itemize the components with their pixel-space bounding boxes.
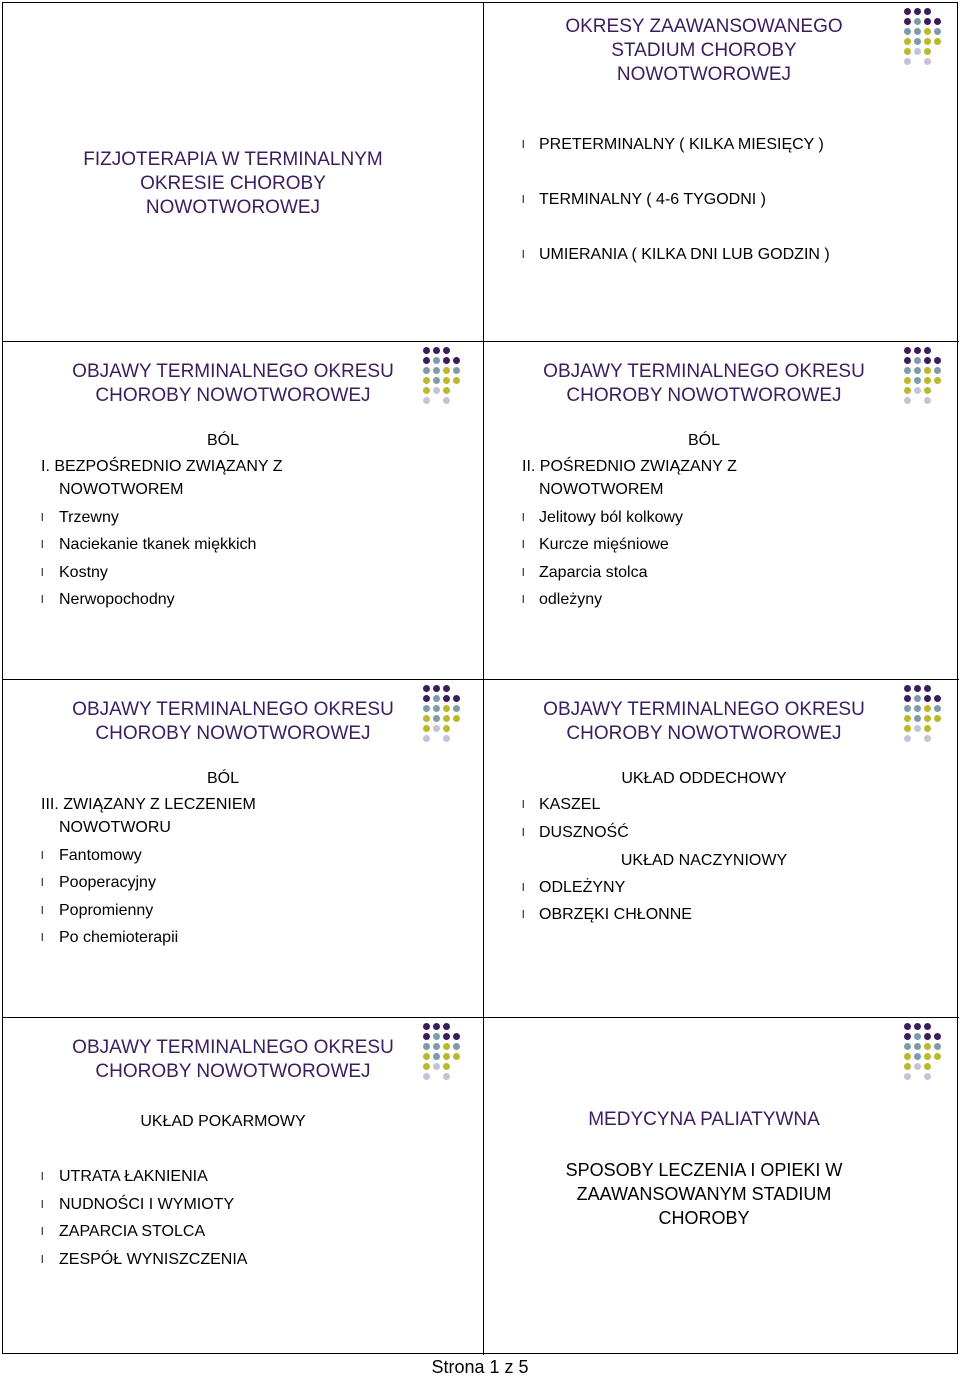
dot-icon [924, 8, 931, 15]
bullet-icon: l [522, 882, 525, 894]
dot-icon [914, 1063, 921, 1070]
slide-uklad-oddechowy [484, 680, 960, 1018]
dot-icon [433, 377, 440, 384]
dot-icon [433, 685, 440, 692]
slide-heading: BÓL [687, 432, 720, 449]
bullet-icon: l [41, 1171, 44, 1183]
list-item: Po chemioterapii [59, 929, 179, 946]
dot-icon [443, 1073, 450, 1080]
dot-icon [443, 685, 450, 692]
dot-icon [423, 725, 430, 732]
dot-icon [934, 1043, 941, 1050]
bullet-icon: l [41, 567, 44, 579]
dot-icon [924, 725, 931, 732]
dot-icon [924, 28, 931, 35]
bullet-icon: l [522, 909, 525, 921]
slide-bol-bezposredni [3, 342, 481, 680]
dot-icon [904, 1023, 911, 1030]
list-item: PRETERMINALNY ( KILKA MIESIĘCY ) [539, 136, 824, 153]
dot-icon [924, 705, 931, 712]
slide-heading: BÓL [206, 770, 239, 787]
list-item: Jelitowy ból kolkowy [539, 509, 684, 526]
slide-okresy [484, 3, 960, 341]
decorative-dots-icon [423, 685, 467, 745]
bullet-icon: l [522, 194, 525, 206]
list-item: Pooperacyjny [59, 874, 156, 891]
subheading-line: III. ZWIĄZANY Z LECZENIEM [41, 796, 256, 813]
bullet-icon: l [41, 932, 44, 944]
bullet-icon: l [522, 139, 525, 151]
dot-icon [443, 367, 450, 374]
dot-icon [423, 1053, 430, 1060]
dot-icon [914, 28, 921, 35]
dot-icon [914, 357, 921, 364]
title-line: NOWOTWOROWEJ [145, 197, 321, 218]
dot-icon [914, 367, 921, 374]
decorative-dots-icon [904, 8, 948, 68]
dot-icon [443, 715, 450, 722]
slide-heading: UKŁAD NACZYNIOWY [620, 852, 788, 869]
slide-title [33, 148, 433, 220]
dot-icon [423, 705, 430, 712]
slide-title [33, 1036, 433, 1084]
dot-icon [924, 58, 931, 65]
dot-icon [924, 715, 931, 722]
dot-icon [914, 1053, 921, 1060]
dot-icon [904, 1063, 911, 1070]
dot-icon [433, 357, 440, 364]
dot-icon [904, 695, 911, 702]
slide-grid [2, 2, 958, 1354]
dot-icon [924, 377, 931, 384]
dot-icon [433, 1033, 440, 1040]
dot-icon [433, 367, 440, 374]
dot-icon [423, 1073, 430, 1080]
list-item: Trzewny [59, 509, 119, 526]
bullet-icon: l [41, 850, 44, 862]
dot-icon [924, 347, 931, 354]
title-line: CHOROBY NOWOTWOROWEJ [95, 1061, 371, 1082]
dot-icon [924, 38, 931, 45]
bullet-icon: l [522, 567, 525, 579]
dot-icon [443, 735, 450, 742]
dot-icon [904, 735, 911, 742]
bullet-icon: l [41, 594, 44, 606]
decorative-dots-icon [423, 347, 467, 407]
dot-icon [934, 28, 941, 35]
decorative-dots-icon [423, 1023, 467, 1083]
dot-icon [453, 377, 460, 384]
list-item: UTRATA ŁAKNIENIA [59, 1168, 208, 1185]
dot-icon [433, 1023, 440, 1030]
slide-medycyna-paliatywna [484, 1018, 960, 1356]
dot-icon [934, 18, 941, 25]
dot-icon [904, 1043, 911, 1050]
list-item: Kostny [59, 564, 108, 581]
dot-icon [904, 18, 911, 25]
title-line: CHOROBY NOWOTWOROWEJ [566, 723, 842, 744]
slide-title [504, 698, 904, 746]
title-line: STADIUM CHOROBY [611, 40, 797, 61]
title-line: CHOROBY NOWOTWOROWEJ [566, 385, 842, 406]
dot-icon [453, 1053, 460, 1060]
title-line: OKRESIE CHOROBY [140, 173, 326, 194]
dot-icon [423, 377, 430, 384]
dot-icon [443, 1023, 450, 1030]
dot-icon [914, 1023, 921, 1030]
slide-heading: UKŁAD POKARMOWY [140, 1113, 306, 1130]
dot-icon [423, 367, 430, 374]
body-line: CHOROBY [658, 1208, 750, 1228]
list-item: UMIERANIA ( KILKA DNI LUB GODZIN ) [539, 246, 830, 263]
dot-icon [904, 685, 911, 692]
title-line: OBJAWY TERMINALNEGO OKRESU [72, 699, 394, 720]
dot-icon [934, 357, 941, 364]
list-item: TERMINALNY ( 4-6 TYGODNI ) [539, 191, 766, 208]
slide-fizjoterapia [3, 3, 481, 341]
subheading-line: NOWOTWORU [59, 819, 171, 836]
dot-icon [924, 397, 931, 404]
slide-heading: UKŁAD ODDECHOWY [621, 770, 787, 787]
dot-icon [423, 695, 430, 702]
dot-icon [423, 357, 430, 364]
bullet-icon: l [41, 877, 44, 889]
dot-icon [934, 695, 941, 702]
title-line: NOWOTWOROWEJ [616, 64, 792, 85]
dot-icon [433, 1053, 440, 1060]
dot-icon [914, 377, 921, 384]
dot-icon [914, 685, 921, 692]
dot-icon [423, 397, 430, 404]
body-line: SPOSOBY LECZENIA I OPIEKI W [565, 1160, 843, 1180]
dot-icon [934, 1053, 941, 1060]
dot-icon [914, 1033, 921, 1040]
dot-icon [924, 367, 931, 374]
dot-icon [904, 377, 911, 384]
bullet-icon: l [41, 905, 44, 917]
dot-icon [934, 1033, 941, 1040]
list-item: DUSZNOŚĆ [539, 824, 629, 841]
dot-icon [914, 8, 921, 15]
dot-icon [433, 705, 440, 712]
dot-icon [924, 735, 931, 742]
slide-body [484, 1158, 924, 1230]
dot-icon [423, 715, 430, 722]
dot-icon [904, 8, 911, 15]
bullet-icon: l [41, 1199, 44, 1211]
dot-icon [914, 715, 921, 722]
list-item: Naciekanie tkanek miękkich [59, 536, 257, 553]
dot-icon [924, 685, 931, 692]
dot-icon [904, 1073, 911, 1080]
bullet-icon: l [41, 1226, 44, 1238]
dot-icon [443, 695, 450, 702]
slide-title: MEDYCYNA PALIATYWNA [588, 1109, 820, 1130]
slide-title [33, 360, 433, 408]
dot-icon [423, 685, 430, 692]
dot-icon [453, 367, 460, 374]
dot-icon [443, 397, 450, 404]
title-line: OBJAWY TERMINALNEGO OKRESU [543, 361, 865, 382]
dot-icon [904, 725, 911, 732]
dot-icon [423, 387, 430, 394]
slide-bol-leczenie [3, 680, 481, 1018]
dot-icon [433, 695, 440, 702]
dot-icon [433, 347, 440, 354]
list-item: Zaparcia stolca [539, 564, 648, 581]
subheading-line: I. BEZPOŚREDNIO ZWIĄZANY Z [41, 458, 283, 475]
dot-icon [423, 1023, 430, 1030]
decorative-dots-icon [904, 685, 948, 745]
slide-heading: BÓL [206, 432, 239, 449]
subheading-line: II. POŚREDNIO ZWIĄZANY Z [522, 458, 737, 475]
dot-icon [934, 705, 941, 712]
dot-icon [914, 705, 921, 712]
dot-icon [423, 347, 430, 354]
slide-title [504, 15, 904, 87]
dot-icon [423, 735, 430, 742]
title-line: OBJAWY TERMINALNEGO OKRESU [72, 1037, 394, 1058]
dot-icon [904, 58, 911, 65]
dot-icon [904, 1053, 911, 1060]
slide-title [504, 360, 904, 408]
dot-icon [934, 377, 941, 384]
slide-bol-posredni [484, 342, 960, 680]
bullet-icon: l [41, 539, 44, 551]
dot-icon [443, 705, 450, 712]
title-line: CHOROBY NOWOTWOROWEJ [95, 723, 371, 744]
dot-icon [443, 725, 450, 732]
dot-icon [453, 695, 460, 702]
dot-icon [924, 387, 931, 394]
dot-icon [904, 38, 911, 45]
dot-icon [934, 715, 941, 722]
subheading-line: NOWOTWOREM [539, 481, 664, 498]
dot-icon [433, 715, 440, 722]
dot-icon [924, 695, 931, 702]
dot-icon [433, 1043, 440, 1050]
list-item: Popromienny [59, 902, 154, 919]
dot-icon [453, 1043, 460, 1050]
dot-icon [904, 715, 911, 722]
dot-icon [924, 1073, 931, 1080]
dot-icon [914, 695, 921, 702]
dot-icon [924, 18, 931, 25]
dot-icon [443, 357, 450, 364]
slide-title [33, 698, 433, 746]
dot-icon [914, 38, 921, 45]
title-line: OKRESY ZAAWANSOWANEGO [565, 16, 843, 37]
dot-icon [904, 387, 911, 394]
dot-icon [914, 1043, 921, 1050]
dot-icon [904, 397, 911, 404]
list-item: ZESPÓŁ WYNISZCZENIA [59, 1251, 248, 1268]
dot-icon [453, 1033, 460, 1040]
dot-icon [443, 377, 450, 384]
list-item: NUDNOŚCI I WYMIOTY [59, 1196, 235, 1213]
dot-icon [433, 1063, 440, 1070]
dot-icon [914, 48, 921, 55]
dot-icon [453, 715, 460, 722]
subheading-line: NOWOTWOREM [59, 481, 184, 498]
slide-uklad-pokarmowy [3, 1018, 481, 1356]
list-item: KASZEL [539, 796, 601, 813]
list-item: OBRZĘKI CHŁONNE [539, 906, 692, 923]
dot-icon [904, 367, 911, 374]
dot-icon [423, 1033, 430, 1040]
dot-icon [443, 387, 450, 394]
dot-icon [924, 1053, 931, 1060]
bullet-icon: l [522, 512, 525, 524]
dot-icon [904, 28, 911, 35]
body-line: ZAAWANSOWANYM STADIUM [576, 1184, 832, 1204]
decorative-dots-icon [904, 347, 948, 407]
bullet-icon: l [522, 594, 525, 606]
list-item: Nerwopochodny [59, 591, 175, 608]
bullet-icon: l [522, 827, 525, 839]
dot-icon [914, 18, 921, 25]
title-line: OBJAWY TERMINALNEGO OKRESU [543, 699, 865, 720]
bullet-icon: l [522, 249, 525, 261]
decorative-dots-icon [904, 1023, 948, 1083]
dot-icon [433, 387, 440, 394]
dot-icon [924, 1043, 931, 1050]
title-line: OBJAWY TERMINALNEGO OKRESU [72, 361, 394, 382]
dot-icon [423, 1063, 430, 1070]
bullet-icon: l [522, 539, 525, 551]
bullet-icon: l [41, 512, 44, 524]
dot-icon [904, 705, 911, 712]
dot-icon [453, 357, 460, 364]
dot-icon [924, 357, 931, 364]
dot-icon [934, 367, 941, 374]
page-number: Strona 1 z 5 [431, 1357, 529, 1377]
dot-icon [453, 705, 460, 712]
dot-icon [924, 48, 931, 55]
dot-icon [904, 48, 911, 55]
dot-icon [914, 347, 921, 354]
dot-icon [433, 725, 440, 732]
dot-icon [924, 1033, 931, 1040]
dot-icon [904, 347, 911, 354]
dot-icon [924, 1063, 931, 1070]
dot-icon [443, 1063, 450, 1070]
dot-icon [443, 347, 450, 354]
list-item: ZAPARCIA STOLCA [59, 1223, 206, 1240]
list-item: Fantomowy [59, 847, 142, 864]
dot-icon [914, 387, 921, 394]
dot-icon [914, 725, 921, 732]
bullet-icon: l [41, 1254, 44, 1266]
title-line: CHOROBY NOWOTWOROWEJ [95, 385, 371, 406]
dot-icon [904, 357, 911, 364]
dot-icon [423, 1043, 430, 1050]
list-item: Kurcze mięśniowe [539, 536, 669, 553]
bullet-icon: l [522, 799, 525, 811]
dot-icon [443, 1033, 450, 1040]
dot-icon [904, 1033, 911, 1040]
dot-icon [934, 38, 941, 45]
dot-icon [443, 1053, 450, 1060]
list-item: ODLEŻYNY [539, 879, 626, 896]
dot-icon [443, 1043, 450, 1050]
dot-icon [924, 1023, 931, 1030]
list-item: odleżyny [539, 591, 603, 608]
title-line: FIZJOTERAPIA W TERMINALNYM [83, 149, 383, 170]
